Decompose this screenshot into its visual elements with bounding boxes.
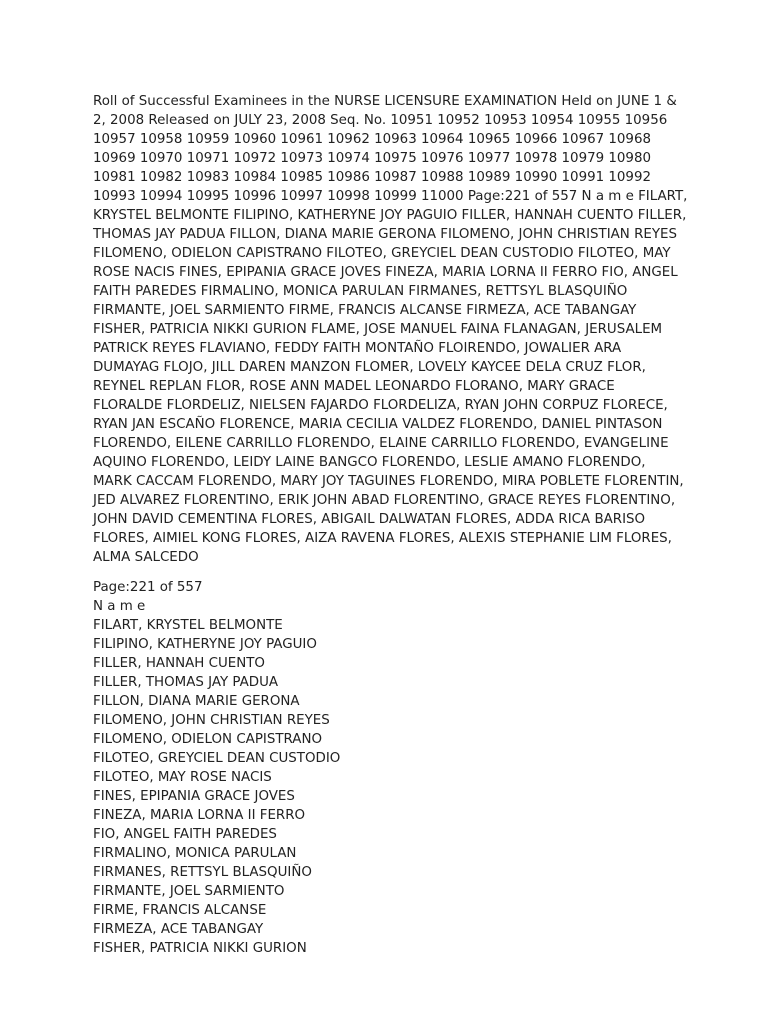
name-list-item: FILIPINO, KATHERYNE JOY PAGUIO [93,637,317,652]
name-list-item: FILOMENO, ODIELON CAPISTRANO [93,732,323,747]
name-list-item: FIRMANTE, JOEL SARMIENTO [93,884,285,899]
name-list-item: FILOTEO, GREYCIEL DEAN CUSTODIO [93,751,341,766]
page-label: Page:221 of 557 [93,580,203,595]
name-list-item: FILOTEO, MAY ROSE NACIS [93,770,272,785]
name-list-item: FIO, ANGEL FAITH PAREDES [93,827,277,842]
name-list-item: FILOMENO, JOHN CHRISTIAN REYES [93,713,330,728]
name-list-item: FISHER, PATRICIA NIKKI GURION [93,941,307,956]
name-list-item: FINES, EPIPANIA GRACE JOVES [93,789,295,804]
name-list-item: FILART, KRYSTEL BELMONTE [93,618,283,633]
name-list-item: FIRMANES, RETTSYL BLASQUIÑO [93,865,312,880]
name-list-item: FILLER, THOMAS JAY PADUA [93,675,279,690]
name-list-block [93,578,688,958]
summary-paragraph: Roll of Successful Examinees in the NURSE LICENSURE EXAMINATION Held on JUNE 1 & 2, 2008 Released on JULY 23, 2008 Seq. No. 10951 10952 10953 10954 10955 10956 10957 10958 10959 10960 10961 10962 10963 10964 10965 10966 10967 10968 10969 10970 10971 10972 10973 10974 10975 10976 10977 10978 10979 10980 10981 10982 10983 10984 10985 10986 10987 10988 10989 10990 10991 10992 10993 10994 10995 10996 10997 10998 10999 11000 Page:221 of 557 N a m e FILART, KRYSTEL BELMONTE FILIPINO, KATHERYNE JOY PAGUIO FILLER, HANNAH CUENTO FILLER, THOMAS JAY PADUA FILLON, DIANA MARIE GERONA FILOMENO, JOHN CHRISTIAN REYES FILOMENO, ODIELON CAPISTRANO FILOTEO, GREYCIEL DEAN CUSTODIO FILOTEO, MAY ROSE NACIS FINES, EPIPANIA GRACE JOVES FINEZA, MARIA LORNA II FERRO FIO, ANGEL FAITH PAREDES FIRMALINO, MONICA PARULAN FIRMANES, RETTSYL BLASQUIÑO FIRMANTE, JOEL SARMIENTO FIRME, FRANCIS ALCANSE FIRMEZA, ACE TABANGAY FISHER, PATRICIA NIKKI GURION FLAME, JOSE MANUEL FAINA FLANAGAN, JERUSALEM PATRICK REYES FLAVIANO, FEDDY FAITH MONTAÑO FLOIRENDO, JOWALIER ARA DUMAYAG FLOJO, JILL DAREN MANZON FLOMER, LOVELY KAYCEE DELA CRUZ FLOR, REYNEL REPLAN FLOR, ROSE ANN MADEL LEONARDO FLORANO, MARY GRACE FLORALDE FLORDELIZ, NIELSEN FAJARDO FLORDELIZA, RYAN JOHN CORPUZ FLORECE, RYAN JAN ESCAÑO FLORENCE, MARIA CECILIA VALDEZ FLORENDO, DANIEL PINTASON FLORENDO, EILENE CARRILLO FLORENDO, ELAINE CARRILLO FLORENDO, EVANGELINE AQUINO FLORENDO, LEIDY LAINE BANGCO FLORENDO, LESLIE AMANO FLORENDO, MARK CACCAM FLORENDO, MARY JOY TAGUINES FLORENDO, MIRA POBLETE FLORENTIN, JED ALVAREZ FLORENTINO, ERIK JOHN ABAD FLORENTINO, GRACE REYES FLORENTINO, JOHN DAVID CEMENTINA FLORES, ABIGAIL DALWATAN FLORES, ADDA RICA BARISO FLORES, AIMIEL KONG FLORES, AIZA RAVENA FLORES, ALEXIS STEPHANIE LIM FLORES, ALMA SALCEDO [93,94,688,565]
name-list-item: FILLON, DIANA MARIE GERONA [93,694,300,709]
name-list-item: FIRMALINO, MONICA PARULAN [93,846,297,861]
name-list-item: FIRME, FRANCIS ALCANSE [93,903,267,918]
name-list-item: FILLER, HANNAH CUENTO [93,656,265,671]
name-column-header: N a m e [93,599,146,614]
name-list-item: FINEZA, MARIA LORNA II FERRO [93,808,306,823]
name-list-item: FIRMEZA, ACE TABANGAY [93,922,264,937]
